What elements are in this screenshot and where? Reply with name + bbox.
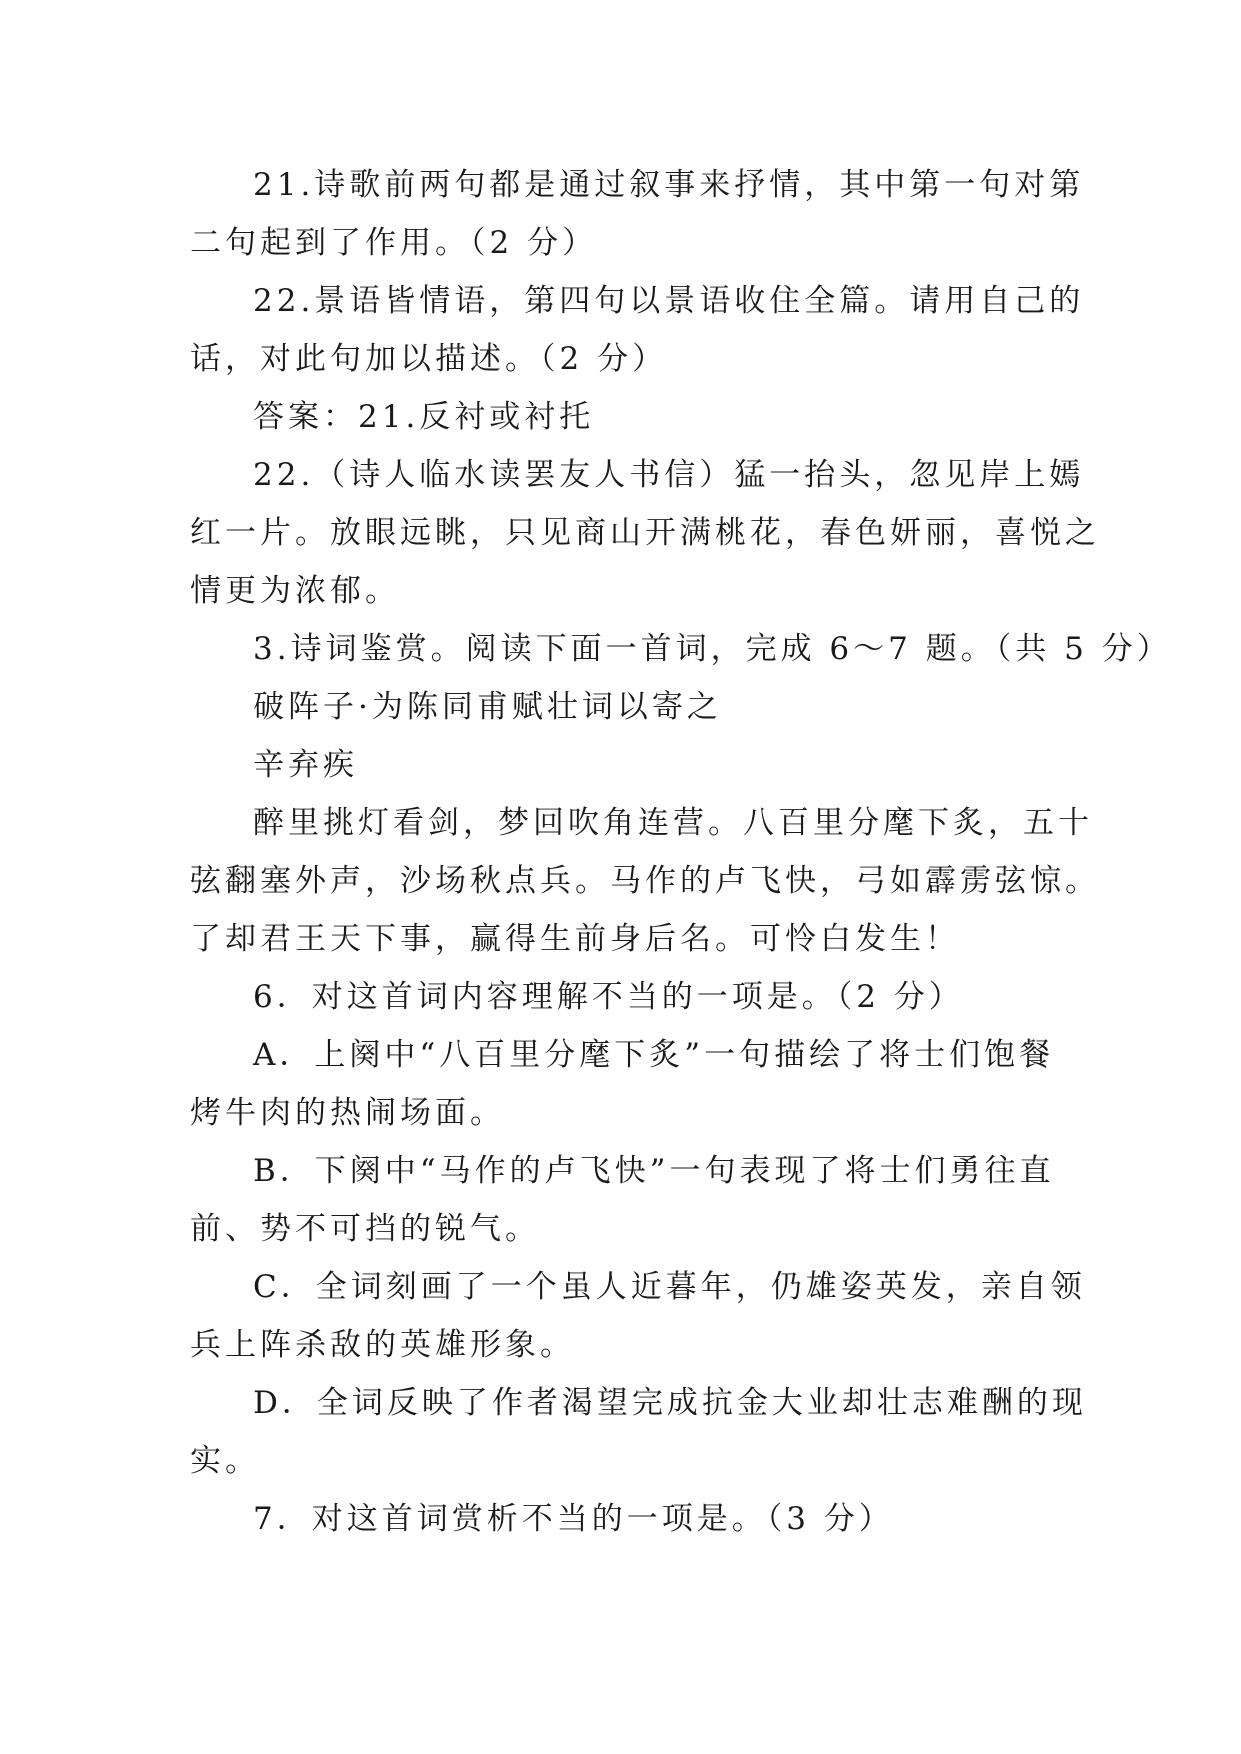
answer-21: 答案：21.反衬或衬托 — [253, 399, 595, 435]
question-22-line-1: 22.景语皆情语，第四句以景语收住全篇。请用自己的 — [253, 283, 1085, 319]
section-3-heading: 3.诗词鉴赏。阅读下面一首词，完成 6～7 题。（共 5 分） — [253, 631, 1172, 667]
answer-22-line-1: 22.（诗人临水读罢友人书信）猛一抬头，忽见岸上嫣 — [253, 457, 1085, 493]
option-b-line-2: 前、势不可挡的锐气。 — [190, 1211, 540, 1247]
option-b-line-1: B．下阕中“马作的卢飞快”一句表现了将士们勇往直 — [253, 1153, 1055, 1189]
poem-author: 辛弃疾 — [253, 747, 358, 783]
question-7: 7．对这首词赏析不当的一项是。（3 分） — [253, 1501, 894, 1537]
option-a-line-2: 烤牛肉的热闹场面。 — [190, 1095, 505, 1131]
answer-22-line-3: 情更为浓郁。 — [190, 573, 400, 609]
option-d-line-2: 实。 — [190, 1443, 260, 1479]
option-a-line-1: A．上阕中“八百里分麾下炙”一句描绘了将士们饱餐 — [253, 1037, 1055, 1073]
question-22-line-2: 话，对此句加以描述。（2 分） — [190, 341, 668, 377]
poem-text-line-1: 醉里挑灯看剑，梦回吹角连营。八百里分麾下炙，五十 — [253, 805, 1093, 841]
document-body — [190, 156, 1172, 1548]
question-6: 6．对这首词内容理解不当的一项是。（2 分） — [253, 979, 964, 1015]
question-21-line-1: 21.诗歌前两句都是通过叙事来抒情，其中第一句对第 — [253, 167, 1085, 203]
option-c-line-1: C．全词刻画了一个虽人近暮年，仍雄姿英发，亲自领 — [253, 1269, 1086, 1305]
question-21-line-2: 二句起到了作用。（2 分） — [190, 225, 598, 261]
poem-text-line-2: 弦翻塞外声，沙场秋点兵。马作的卢飞快，弓如霹雳弦惊。 — [190, 863, 1100, 899]
poem-text-line-3: 了却君王天下事，赢得生前身后名。可怜白发生！ — [190, 921, 960, 957]
answer-22-line-2: 红一片。放眼远眺，只见商山开满桃花，春色妍丽，喜悦之 — [190, 515, 1100, 551]
option-c-line-2: 兵上阵杀敌的英雄形象。 — [190, 1327, 575, 1363]
poem-title: 破阵子·为陈同甫赋壮词以寄之 — [253, 689, 722, 725]
option-d-line-1: D．全词反映了作者渴望完成抗金大业却壮志难酬的现 — [253, 1385, 1087, 1421]
